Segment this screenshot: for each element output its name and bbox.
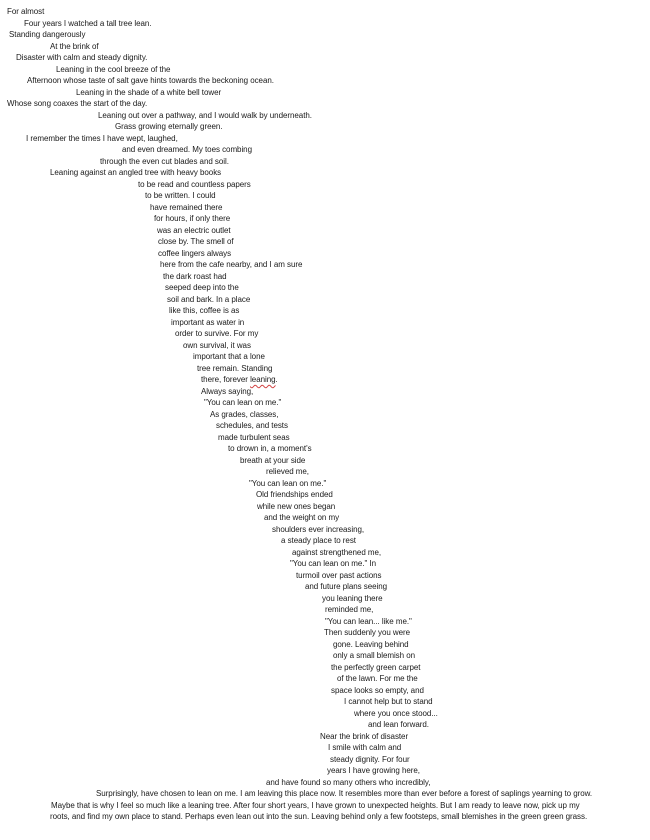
poem-line: reminded me, [325, 605, 374, 614]
poem-line: Leaning in the shade of a white bell tower [76, 87, 222, 97]
poem-line: roots, and find my own place to stand. Perhaps even lean out into the sun. Leaving behind only a few footsteps, small blemishes in the green green grass. [50, 812, 588, 821]
poem-line: gone. Leaving behind [333, 639, 409, 649]
poem-line: years I have growing here, [327, 766, 420, 775]
poem-line: relieved me, [266, 467, 309, 476]
poem-line: and the weight on my [264, 513, 340, 522]
poem-line: Afternoon whose taste of salt gave hints towards the beckoning ocean. [27, 76, 274, 85]
poem-line: and lean forward. [368, 720, 429, 729]
poem-line: there, forever leaning. [201, 375, 278, 384]
poem-line: while new ones began [257, 501, 336, 511]
poem-line: and have found so many others who incredibly, [266, 777, 431, 787]
poem-line: you leaning there [322, 593, 383, 603]
poem-line: "You can lean on me." [249, 478, 327, 488]
poem-line: important as water in [171, 317, 245, 327]
poem-line: Always saying, [201, 386, 254, 396]
poem-line: Grass growing eternally green. [115, 122, 223, 131]
poem-line: made turbulent seas [218, 432, 290, 442]
poem-line: breath at your side [240, 455, 306, 465]
poem-line: Standing dangerously [9, 30, 86, 39]
poem-line: "You can lean on me." In [290, 559, 377, 568]
poem-line: have remained there [150, 202, 223, 212]
poem-line: I cannot help but to stand [344, 697, 433, 706]
poem-line: to be read and countless papers [138, 179, 251, 189]
poem-line: "You can lean on me." [204, 398, 282, 407]
poem-line: space looks so empty, and [331, 685, 424, 695]
poem-line: only a small blemish on [333, 651, 415, 660]
poem-line: seeped deep into the [165, 283, 239, 292]
poem-line: important that a lone [193, 352, 265, 361]
poem-line: steady dignity. For four [330, 754, 410, 764]
poem-line: As grades, classes, [210, 409, 279, 419]
poem-line: Old friendships ended [256, 490, 333, 499]
poem-line: Disaster with calm and steady dignity. [16, 53, 148, 62]
poem-line: I remember the times I have wept, laughed, [26, 133, 178, 143]
poem-line: Maybe that is why I feel so much like a leaning tree. After four short years, I have grown to unexpected heights. But I am ready to leave now, pick up my [51, 800, 580, 810]
poem-line: order to survive. For my [175, 329, 259, 338]
poem-line: here from the cafe nearby, and I am sure [160, 260, 303, 269]
poem-line: own survival, it was [183, 340, 251, 350]
poem-line: Near the brink of disaster [320, 731, 409, 741]
poem-line: turmoil over past actions [296, 570, 382, 580]
poem-line: coffee lingers always [158, 248, 232, 258]
poem-line: a steady place to rest [281, 536, 356, 545]
poem-line: through the even cut blades and soil. [100, 156, 229, 166]
poem-line: where you once stood... [354, 708, 438, 718]
poem-line: close by. The smell of [158, 237, 234, 246]
spellcheck-underline: leaning [250, 375, 276, 384]
poem-line: At the brink of [50, 41, 99, 51]
poem-line: for hours, if only there [154, 214, 231, 223]
poem-line: and future plans seeing [305, 582, 388, 591]
poem-line: Leaning out over a pathway, and I would walk by underneath. [98, 110, 312, 120]
poem-line: For almost [7, 7, 45, 16]
poem-line: against strengthened me, [292, 547, 382, 557]
poem-line: Surprisingly, have chosen to lean on me. I am leaving this place now. It resembles more than ever before a forest of saplings yearning to grow. [96, 789, 593, 798]
poem-line: and even dreamed. My toes combing [122, 145, 252, 154]
poem-line: schedules, and tests [216, 421, 288, 430]
poem-line: Leaning in the cool breeze of the [56, 64, 171, 74]
poem-line: Leaning against an angled tree with heavy books [50, 168, 222, 177]
poem-line: soil and bark. In a place [167, 294, 251, 304]
poem-line: of the lawn. For me the [337, 674, 418, 683]
poem-line: was an electric outlet [157, 225, 231, 235]
poem-line: the dark roast had [163, 271, 227, 281]
poem-line: to be written. I could [145, 191, 216, 200]
poem-line: to drown in, a moment's [228, 444, 312, 453]
poem-line: Then suddenly you were [324, 628, 411, 637]
poem-line: shoulders ever increasing, [272, 524, 365, 534]
poem-line: tree remain. Standing [197, 363, 273, 373]
poem-line: I smile with calm and [328, 743, 402, 752]
poem-line: the perfectly green carpet [331, 662, 421, 672]
poem-line: Four years I watched a tall tree lean. [24, 18, 152, 28]
poem-line: "You can lean... like me." [325, 616, 412, 626]
poem-line: like this, coffee is as [169, 306, 240, 315]
poem-line: Whose song coaxes the start of the day. [7, 99, 148, 108]
